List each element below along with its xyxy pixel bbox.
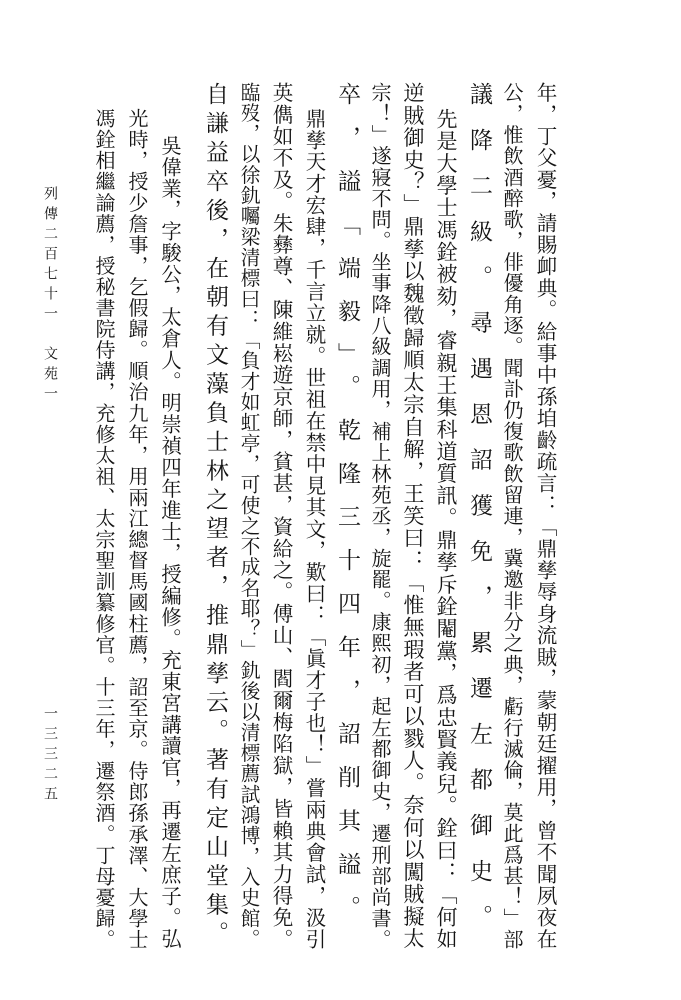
page-number: 一三三二五 xyxy=(42,706,58,806)
text-column: 議降二級。尋遇恩詔獲免，累遷左都御史。 xyxy=(466,82,492,950)
text-column: 公，惟飲酒醉歌，俳優角逐。聞訃仍復歌飲留連，冀邀非分之典，虧行滅倫，莫此爲甚！」部 xyxy=(500,82,524,950)
text-column: 馮銓相繼論薦，授秘書院侍講，充修太祖、太宗聖訓纂修官。十三年，遷祭酒。丁母憂歸。 xyxy=(92,108,116,950)
text-column: 臨歿，以徐釚囑梁清標曰：「負才如虹亭，可使之不成名耶？」釚後以清標薦試鴻博，入史館。 xyxy=(237,82,260,950)
margin-header: 列傳二百七十一 文苑一 xyxy=(42,186,58,406)
text-column: 英儁如不及。朱彝尊、陳維崧遊京師，貧甚，資給之。傅山、閻爾梅陷獄，皆賴其力得免。 xyxy=(269,82,293,950)
text-column: 逆賊御史？」鼎孳以魏徵歸順太宗自解，王笑曰：「惟無瑕者可以戮人。奈何以闖賊擬太 xyxy=(401,82,426,950)
text-column: 光時，授少詹事，乞假歸。順治九年，用兩江總督馬國柱薦，詔至京。侍郎孫承澤、大學士 xyxy=(125,108,149,950)
text-column: 鼎孳天才宏肆，千言立就。世祖在禁中見其文，歎曰：「眞才子也！」嘗兩典會試，汲引 xyxy=(302,108,326,951)
text-column: 年，丁父憂，請賜卹典。給事中孫垍齡疏言：「鼎孳辱身流賊，蒙朝廷擢用，曾不聞夙夜在 xyxy=(533,82,557,950)
text-column: 先是大學士馮銓被劾，睿親王集科道質訊。鼎孳斥銓閹黨，爲忠賢義兒。銓曰：「何如 xyxy=(434,108,459,951)
text-column: 宗！」遂寢不問。坐事降八級調用，補上林苑丞，旋罷。康熙初，起左都御史，遷刑部尚書。 xyxy=(368,82,392,950)
text-column: 卒，謚「端毅」。乾隆三十四年，詔削其謚。 xyxy=(334,82,360,939)
text-column: 自謙益卒後，在朝有文藻負士林之望者，推鼎孳云。著有定山堂集。 xyxy=(202,82,228,950)
text-column: 吳偉業，字駿公，太倉人。明崇禎四年進士，授編修。充東宮講讀官，再遷左庶子。弘 xyxy=(158,135,182,950)
